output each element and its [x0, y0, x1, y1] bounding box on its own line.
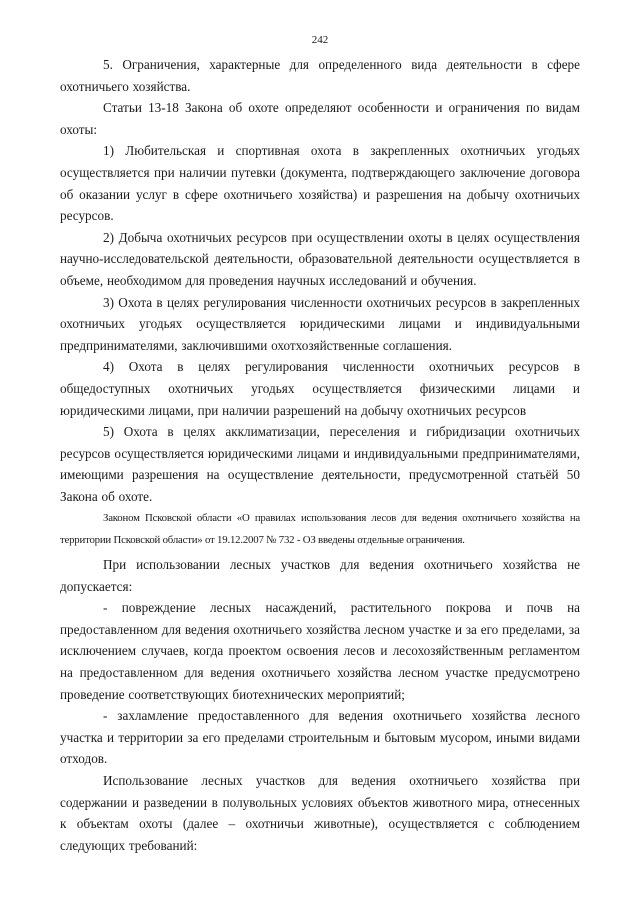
restriction-item-2: - захламление предоставленного для ведения охотничьего хозяйства лесного участка и территории за его пределами строительным и бытовым мусором, иными видами отходов. [60, 708, 580, 767]
list-item-5: 5) Охота в целях акклиматизации, переселения и гибридизации охотничьих ресурсов осуществляется юридическими лицами и индивидуальными предпринимателями, имеющими разрешения на осуществление деятельности, предусмотренной статьёй 50 Закона об охоте. [60, 424, 580, 504]
restrictions-intro: При использовании лесных участков для ведения охотничьего хозяйства не допускается: [60, 557, 580, 594]
requirements-intro: Использование лесных участков для ведения охотничьего хозяйства при содержании и разведении в полувольных условиях объектов животного мира, отнесенных к объектам охоты (далее – охотничьи животные), осуществляется с соблюдением следующих требований: [60, 773, 580, 853]
list-item-1: 1) Любительская и спортивная охота в закрепленных охотничьих угодьях осуществляется при наличии путевки (документа, подтверждающего заключение договора об оказании услуг в сфере охотничьего хозяйства) и разрешения на добычу охотничьих ресурсов. [60, 143, 580, 224]
page-number: 242 [311, 34, 329, 46]
list-item-2: 2) Добыча охотничьих ресурсов при осуществлении охоты в целях осуществления научно-исследовательской деятельности, образовательной деятельности осуществляется в объеме, необходимом для проведения научных исследований и обучения. [60, 229, 580, 288]
restriction-item-1: - повреждение лесных насаждений, растительного покрова и почв на предоставленном для ведения охотничьего хозяйства лесном участке и за его пределами, за исключением случаев, когда проектом освоения лесов и лесохозяйственным регламентом на предоставленном для ведения охотничьего хозяйства лесном участке предусмотрено проведение соответствующих биотехнических мероприятий; [60, 600, 580, 702]
list-item-4: 4) Охота в целях регулирования численности охотничьих ресурсов в общедоступных охотничьих угодьях осуществляется физическими лицами и юридическими лицами, при наличии разрешений на добычу охотничьих ресурсов [60, 359, 580, 418]
document-body [60, 54, 580, 856]
intro-paragraph: Статьи 13-18 Закона об охоте определяют особенности и ограничения по видам охоты: [60, 100, 580, 137]
law-note: Законом Псковской области «О правилах использования лесов для ведения охотничьего хозяйства на территории Псковской области» от 19.12.2007 № 732 - ОЗ введены отдельные ограничения. [60, 512, 580, 546]
section-heading-5: 5. Ограничения, характерные для определенного вида деятельности в сфере охотничьего хозяйства. [60, 57, 580, 94]
list-item-3: 3) Охота в целях регулирования численности охотничьих ресурсов в закрепленных охотничьих угодьях осуществляется юридическими лицами и индивидуальными предпринимателями, заключившими охотхозяйственные соглашения. [60, 294, 580, 353]
